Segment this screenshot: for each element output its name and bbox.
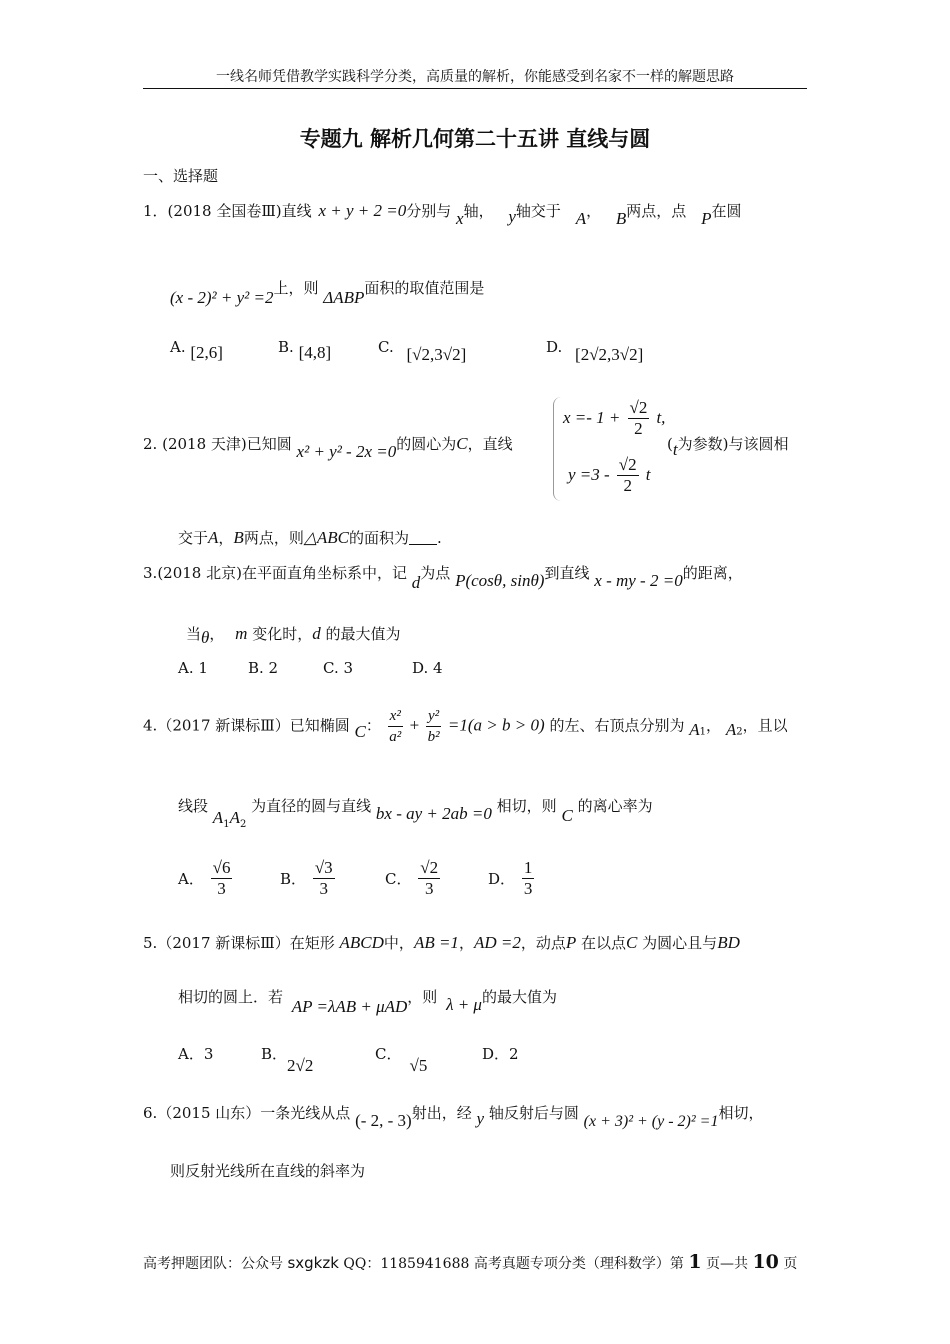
question-4-line-1: 4.（2017 新课标Ⅲ）已知椭圆 C： $\frac{\text{x²}}{\text{a²}}$ + $\frac{\text{y²}}{\text{b²}}$ =1(a > b > 0) 的左、右顶点分别为 $A_1$， $A_2$，且以 bbox=[143, 708, 788, 745]
question-4-line-2: 线段 $A_1A_2$ 为直径的圆与直线 bx - ay + 2ab =0 相切，则 C 的离心率为 bbox=[178, 797, 653, 830]
question-1-option-d: D. [2√2,3√2] bbox=[546, 338, 644, 364]
answer-blank bbox=[409, 530, 437, 545]
section-heading: 一、选择题 bbox=[143, 167, 219, 185]
parametric-eq-2: y =3 - $\frac{√2}{2}$ t bbox=[568, 455, 651, 495]
question-4-option-d: D． $\frac{1}{3}$ bbox=[488, 858, 533, 898]
question-4-option-c: C． $\frac{√2}{3}$ bbox=[385, 858, 439, 898]
question-1-option-c: C. [√2,3√2] bbox=[378, 338, 467, 364]
parametric-eq-1: x =- 1 + $\frac{√2}{2}$ t, bbox=[563, 398, 666, 438]
question-5-line-2: 相切的圆上．若 AP =λAB + μAD，则 λ + μ的最大值为 bbox=[178, 988, 557, 1016]
question-5-option-c: C．√5 bbox=[375, 1045, 428, 1075]
question-3-option-a: A. 1 bbox=[178, 659, 208, 677]
question-3-option-d: D. 4 bbox=[412, 659, 443, 677]
page-title: 专题九 解析几何第二十五讲 直线与圆 bbox=[299, 127, 651, 151]
question-5-option-b: B．2√2 bbox=[261, 1045, 314, 1075]
question-6-line-2: 则反射光线所在直线的斜率为 bbox=[170, 1162, 366, 1180]
question-3-line-2: 当θ， m 变化时，d 的最大值为 bbox=[186, 624, 401, 647]
question-1-line-2: (x - 2)² + y² =2上，则 ΔABP面积的取值范围是 bbox=[170, 279, 485, 307]
question-2-line-1: 2. (2018 天津)已知圆 x² + y² - 2x =0的圆心为C，直线 bbox=[143, 434, 513, 461]
question-2-param-note: (t为参数)与该圆相 bbox=[667, 435, 789, 459]
parametric-brace bbox=[553, 397, 562, 501]
question-3-option-b: B. 2 bbox=[248, 659, 279, 677]
question-1-option-a: A. [2,6] bbox=[170, 338, 223, 362]
header-banner: 一线名师凭借教学实践科学分类，高质量的解析，你能感受到名家不一样的解题思路 bbox=[216, 69, 734, 85]
footer: 高考押题团队：公众号 sxgkzk QQ：1185941688 高考真题专项分类（理科数学）第 1 页—共 10 页 bbox=[143, 1251, 798, 1273]
question-6-line-1: 6.（2015 山东）一条光线从点 (- 2, - 3)射出，经 y 轴反射后与圆 (x + 3)² + (y - 2)² =1相切， bbox=[143, 1104, 764, 1130]
question-5-option-a: A．3 bbox=[178, 1045, 214, 1063]
question-3-line-1: 3.(2018 北京)在平面直角坐标系中，记 d为点 P(cosθ, sinθ)到直线 x - my - 2 =0的距离， bbox=[143, 564, 743, 592]
question-1-line-1: 1．(2018 全国卷Ⅲ)直线 x + y + 2 =0分别与 x轴， y轴交于 A， B两点，点 P在圆 bbox=[143, 201, 742, 228]
header-rule bbox=[143, 88, 807, 89]
question-4-option-b: B． $\frac{√3}{3}$ bbox=[280, 858, 333, 898]
question-1-option-b: B. [4,8] bbox=[278, 338, 332, 362]
question-3-option-c: C. 3 bbox=[323, 659, 354, 677]
question-2-line-2: 交于A，B两点，则△ABC的面积为 . bbox=[178, 528, 442, 547]
question-5-option-d: D．2 bbox=[482, 1045, 519, 1063]
question-5-line-1: 5.（2017 新课标Ⅲ）在矩形 ABCD中，AB =1，AD =2，动点P 在以点C 为圆心且与BD bbox=[143, 933, 740, 952]
question-4-option-a: A． $\frac{√6}{3}$ bbox=[178, 858, 231, 898]
